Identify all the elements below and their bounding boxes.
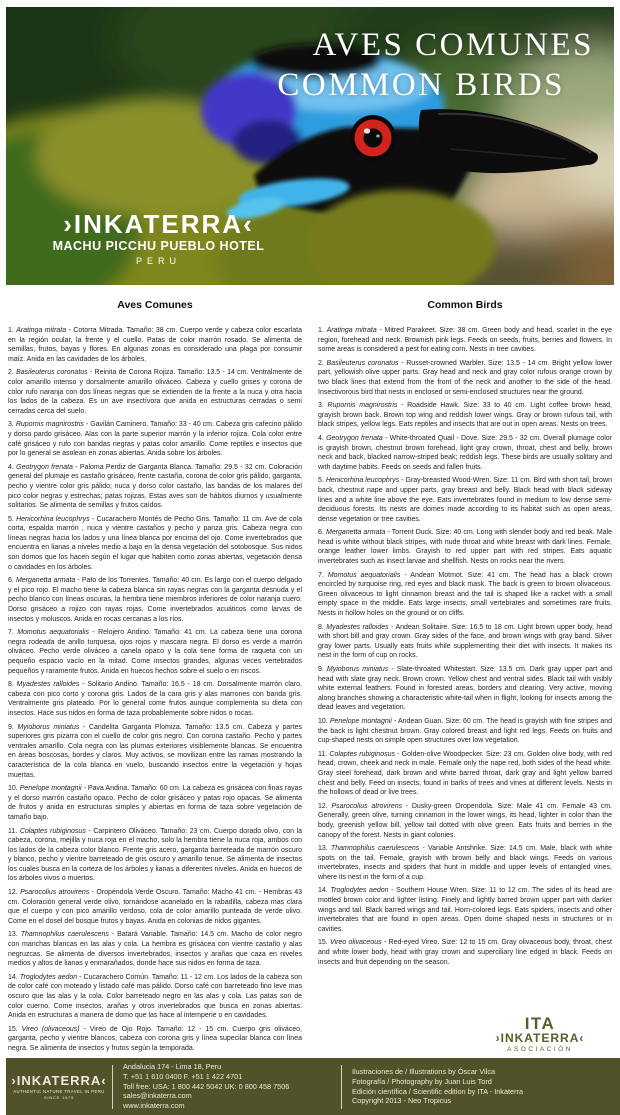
bird-number: 4.: [318, 434, 324, 442]
bird-number: 10.: [8, 785, 18, 793]
bird-number: 14.: [318, 887, 328, 895]
bird-number: 8.: [318, 623, 324, 631]
bird-description: - Mitred Parakeet. Size: 38 cm. Green body and head, scarlet in the eye region, forehead and neck. Brownish pink legs. Feeds on seeds, fruits, berries and flowers. In some areas is considered a pest for eating corn. Nests in tree cavities.: [318, 327, 612, 354]
page-title: [277, 25, 594, 105]
inkaterra-logo: [26, 210, 291, 266]
bird-scientific-name: Geotrygon frenata: [16, 463, 73, 471]
bird-description: - Solitario Andino. Tamaño: 16.5 - 18 cm. Dorsalmente marrón claro, cabeza con pico corto y corona gris. Lados de la cara gris y alas marrones con banda gris. Ventralmente gris plateado. Por lo general come frutos aunque complementa su dieta con insectos. Hace sus nidos en forma de taza probablemente sobre nidos o rocas.: [8, 681, 302, 717]
title-english: COMMON BIRDS: [277, 67, 565, 103]
bird-item: [318, 623, 612, 661]
bird-number: 15.: [8, 1025, 18, 1033]
credit-illustrations: Ilustraciones de / Illustrations by Óscar Vilca: [352, 1067, 496, 1077]
bird-item: [8, 680, 302, 718]
bird-number: 13.: [8, 931, 18, 939]
bird-number: 9.: [8, 723, 14, 731]
footer-website-link[interactable]: www.inkaterra.com: [123, 1101, 185, 1111]
bird-item: [318, 938, 612, 967]
bird-scientific-name: Aratinga mitrata: [326, 327, 377, 334]
ita-acronym: ITA: [524, 1014, 556, 1033]
footer-contact: [113, 1062, 341, 1111]
bird-item: [318, 359, 612, 397]
bird-description: - Relojero Andino. Tamaño: 41 cm. La cabeza tiene una corona negra rodeada de anillo turquesa, ojos rojos y mascara negra. El dorso es verde a marrón oliváceo. Pecho verde oliváceo a canela opaco y la cola tiene forma de raqueta con un pequeño espacio vacío en la mitad. Come insectos grandes, algunas veces vertebrados pequeños y raramente frutos. Anida en huecos hechos sobre el suelo o en riscos.: [8, 629, 302, 675]
bird-number: 6.: [318, 529, 324, 537]
spanish-bird-list: [8, 326, 302, 1054]
credit-photography: Fotografía / Photography by Juan Luis Tord: [352, 1076, 492, 1086]
footer-email-link[interactable]: sales@inkaterra.com: [123, 1091, 192, 1101]
footer-tagline: AUTHENTIC NATURE TRAVEL IN PERU: [13, 1088, 105, 1094]
bird-description: - Gavilán Caminero. Tamaño: 33 - 40 cm. Cabeza gris cafecino pálido y dorso pardo grisáceo. Alas con la parte superior marrón y la inferior rojiza. Cola color entre café grisáceo y rufo con bandas negras y patas color amarillo. Come reptiles e insectos que por lo general se asolean en zonas abiertas. Anida sobre los árboles.: [8, 421, 303, 458]
spanish-column: [8, 299, 302, 1058]
bird-number: 1.: [8, 327, 14, 334]
bird-item: [8, 973, 302, 1021]
bird-description: - Dusky-green Oropendola. Size: Male 41 cm. Female 43 cm. Generally, green olive, turning cinnamon in the lower wings, its head, lighter in color than the body, greenish yellow bill, yellow tail dotted with olive green. Eats fruits and berries in the canopy of the forest. Nests in giant colonies.: [318, 802, 612, 839]
bird-description: - Reinita de Corona Rojiza. Tamaño: 13.5 - 14 cm. Ventralmente de color amarillo intenso y dorsalmente amarillo oliváceo. Cabeza y cuello grises y corona de color rufo naranja con dos líneas negras que se extienden de la frente a la nuca y otra hacia los lados de la cabeza. Es un ave insectívora que anida en estructuras cerradas o semi cerradas cerca del suelo.: [8, 369, 302, 415]
bird-item: [8, 515, 302, 573]
bird-item: [318, 717, 612, 746]
bird-number: 3.: [318, 402, 324, 410]
spanish-heading: Aves Comunes: [117, 299, 193, 311]
bird-number: 14.: [8, 973, 18, 981]
english-bird-list: [318, 326, 612, 967]
bird-scientific-name: Thamnophilus caerulescens: [20, 931, 109, 939]
bird-description: - Pato de los Torrentes. Tamaño: 40 cm. Es largo con el cuerpo delgado y el pico rojo. El macho tiene la cabeza blanca sin rayas negras con la garganta desnuda y el pecho blanco con líneas oscuras, la hembra tiene miembros inferiores de color naranja cuero. Dorso grisáceo a rojizo con rayas rojas. Come invertebrados acuáticos como larvas de insectos y moluscos. Anida en rocas cercanas a los ríos.: [8, 577, 302, 623]
hotel-name: MACHU PICCHU PUEBLO HOTEL: [52, 239, 265, 253]
bird-description: - Cucarachero Común. Tamaño: 11 - 12 cm. Los lados de la cabeza son de color café con moteado y listado café mas pálido. Dorso café con barreteado fino leve mas oscuro que las alas y la cola. Color barreteado negro en las alas y cola. Las patas son de color cuerno. Come insectos, arañas y otros invertebrados que busca en zonas abiertas. Anida en estructuras a manera de domo que las hace al intemperie o en cavidades.: [8, 973, 303, 1020]
bird-description: - Slate-throated Whitestart. Size: 13.5 cm. Dark gray upper part and head with slate gray neck. Brown crown. Yellow chest and ventral sides. Black tail with visibly white external feathers. Found in forested areas, borders and clearing. Very active, moving along branches showing a characteristic white-tail when in flight, looking for insects among the dead leaves and vegetation.: [318, 666, 612, 712]
bird-item: [8, 827, 302, 885]
footer-credits: [342, 1067, 620, 1106]
bird-number: 5.: [318, 477, 324, 485]
bird-number: 12.: [8, 889, 18, 897]
bird-description: - Andean Solitaire. Size: 16.5 to 18 cm. Light brown upper body, head with short bill and gray crown. Gray sides of the face, and brown wings with gray band. Silver gray lower parts. Usually eats fruits while supplementing their diet with insects. It makes its nest in the form of cup on rocks.: [318, 623, 612, 660]
bird-description: - Torrent Duck. Size: 40 cm. Long with slender body and red beak. Male head is white without black stripes, with nude throat and white breast with dark lines. Female, orange leather lower limbs. Grayish to red upper part with red stripes. Eats aquatic invertebrates such as insect larvae and shellfish. Nests on rocks near the rivers.: [318, 529, 612, 566]
bird-number: 4.: [8, 463, 14, 471]
bird-item: [8, 723, 302, 781]
bird-scientific-name: Myioborus miniatus: [17, 723, 80, 731]
footer-inkaterra-logo: [6, 1074, 112, 1100]
bird-number: 2.: [318, 359, 324, 367]
english-column: [318, 299, 612, 1058]
english-heading: Common Birds: [427, 299, 503, 311]
bird-descriptions: [8, 299, 612, 1058]
bird-number: 2.: [8, 369, 14, 377]
title-spanish: AVES COMUNES: [312, 27, 594, 63]
bird-scientific-name: Troglodytes aedon: [19, 973, 78, 981]
bird-description: - Pava Andina. Tamaño: 60 cm. La cabeza es grisácea con finas rayas y el dorso marrón castaño opaco. Pecho de color grisáceo y patas rojo opacas. Se alimenta de frutos y anida en estructuras simples y abiertas en forma de taza sobre vegetación de tamaño bajo.: [8, 785, 302, 821]
bird-description: - White-throated Quail - Dove. Size: 29.5 - 32 cm. Overall plumage color is grayish brown, chestnut brown forehead, light gray crown, throat, chest and belly, brown neck and back, blacked narrow-striped beak; reddish legs. These birds are usually solitary and with daytime habits. Feeds on seeds and fallen fruits.: [318, 434, 612, 471]
bird-scientific-name: Vireo (olivaceous): [21, 1025, 80, 1033]
bird-number: 10.: [318, 717, 328, 725]
bird-item: [8, 784, 302, 822]
bird-item: [8, 888, 302, 926]
credit-copyright: Copyright 2013 - Neo Tropicus: [352, 1096, 451, 1106]
bird-number: 1.: [318, 327, 324, 334]
bird-scientific-name: Penelope montagnii: [329, 717, 392, 725]
bird-scientific-name: Merganetta armata: [15, 577, 76, 585]
bird-item: [8, 1025, 302, 1054]
bird-item: [318, 750, 612, 798]
bird-description: - Paloma Perdiz de Garganta Blanca. Tamaño: 29.5 - 32 cm. Coloración general del plumaje es castaño grisáceo, frente castaña, corona de color gris pálido, garganta, pecho y vientre color gris pálido; nuca y dorso color castaño, las bandas de los malares del pico color negras y estrechas; patas rojizas. Estas aves son de hábitos diurnos y usualmente solitarios. Se alimenta de semillas y frutos caídos.: [8, 463, 302, 510]
bird-scientific-name: Colaptes rubiginosus: [329, 750, 395, 758]
bird-description: - Red-eyed Vireo. Size: 12 to 15 cm. Gray olivaceous body, throat, chest and white lower body, head with gray crown and superciliary line edged in black. Feeds on insects and fruit depending on the season.: [318, 939, 612, 966]
bird-scientific-name: Myadestes ralloides: [326, 623, 389, 631]
bird-description: - Variable Antshrike. Size: 14.5 cm. Male, black with white spots on the tail. Female, grayish with brown belly and black wings. Feeds on various invertebrates, insects and spiders that hunt in middle and upper levels of entangled vines, where its nest in the form of a cup.: [318, 845, 612, 881]
bird-scientific-name: Momotus aequatorialis: [17, 629, 90, 637]
bird-item: [318, 401, 612, 430]
bird-scientific-name: Psarocolius atrovirens: [20, 889, 90, 897]
bird-number: 11.: [318, 750, 328, 758]
country-label: PERU: [135, 256, 181, 266]
bird-description: - Russet-crowned Warbler. Size: 13.5 - 14 cm. Bright yellow lower part, yellowish olive upper parts. Gray head and neck and gray color rufous orange crown by two black lines that extend from the front of the neck and another to the side of the head. Insectivorous bird that nests in enclosed or semi-enclosed structures near the ground.: [318, 359, 612, 396]
bird-scientific-name: Geotrygon frenata: [326, 434, 383, 442]
bird-number: 7.: [8, 629, 14, 637]
bird-scientific-name: Thamnophilus caerulescens: [330, 845, 420, 853]
bird-description: - Batará Variable. Tamaño: 14.5 cm. Macho de color negro con manchas blancas en las alas y cola. La hembra es grisácea con vientre castaño y alas negruzcas. Se alimenta de diversos invertebrados, insectos y arañas que caza en niveles medios y altos de lianas y enmarañados, donde hace sus nidos en forma de taza.: [8, 931, 302, 968]
bird-number: 15.: [318, 939, 328, 947]
bird-description: - Oropéndola Verde Oscuro. Tamaño: Macho 41 cm. - Hembras 43 cm. Coloración general verde olivo, tornándose acanelado en la rabadilla, cabeza mas clara que el cuerpo y con pico amarillo verdoso, cola de color amarillo punteada de verde olivo. Come en el dosel del bosque frutos y bayas. Anida en colonias de nidos gigantes.: [8, 889, 302, 925]
bird-description: - Carpintero Oliváceo. Tamaño: 23 cm. Cuerpo dorado olivo, con la cabeza, corona, mejilla y nuca roja en el macho, solo la hembra tiene la nuca roja, ambos con los lados de la cabeza color blanco. Frente gris acero, garganta barreteada de marrón oscuro y blanco, pecho y vientre barreteado de gris oscuro y amarillo tenue. Se alimenta de insectos los cuales busca en la corteza de los árboles y lianas a diferentes niveles. Anida en huecos de los árboles vivos o muertos.: [8, 827, 303, 883]
bird-item: [8, 628, 302, 676]
bird-item: [8, 576, 302, 624]
credit-edition: Edición científica / Scientific edition by ITA - Inkaterra: [352, 1086, 524, 1096]
ita-association-label: ASOCIACIÓN: [507, 1046, 573, 1053]
bird-item: [318, 326, 612, 355]
bird-number: 13.: [318, 845, 328, 853]
bird-number: 9.: [318, 666, 324, 673]
bird-item: [8, 326, 302, 364]
bird-scientific-name: Rupornis magnirostris: [327, 402, 398, 410]
footer-tollfree: Toll free: USA: 1 800 442 5042 UK: 0 800 458 7506: [123, 1081, 290, 1091]
ita-wordmark: ›INKATERRA‹: [495, 1031, 585, 1045]
footer-wordmark: ›INKATERRA‹: [11, 1072, 107, 1088]
bird-item: [318, 886, 612, 934]
bird-description: - Cotorra Mitrada. Tamaño: 38 cm. Cuerpo verde y cabeza color escarlata en la región ocular, la frente y el cuello. Patas de color marrón rosado. Se alimenta de semillas, frutos, bayas y flores. En algunas zonas es considerado una plaga por consumir maíz. Anida en las cavidades de los árboles.: [8, 327, 302, 363]
footer-address: Andalucia 174 - Lima 18, Peru: [123, 1062, 222, 1072]
bird-description: - Candelita Garganta Plomiza. Tamaño: 13.5 cm. Cabeza y partes superiores gris pizarra con el cuello de color gris negro. Con corona castaño. Pecho y partes ventrales amarillo. Cola negra con las plumas exteriores visiblemente blancas. Se encuentra en áreas boscosas, bordes y claros. Muy activos, se movilizan entre las ramas mostrando la característica de la cola blanca en vuelo, buscando insectos entre la vegetación y hojas muertas.: [8, 723, 302, 779]
bird-number: 5.: [8, 515, 14, 523]
bird-scientific-name: Henicorhina leucophrys: [325, 477, 400, 485]
bird-item: [8, 930, 302, 968]
bird-number: 8.: [8, 681, 14, 689]
bird-scientific-name: Rupornis magnirostris: [15, 421, 84, 429]
footer-phones: T. +51 1 610 0400 F. +51 1 422 4701: [123, 1071, 243, 1081]
bird-item: [318, 844, 612, 882]
bird-scientific-name: Vireo olivaceous: [330, 939, 382, 947]
bird-scientific-name: Colaptes rubiginosus: [19, 827, 86, 835]
bird-description: - Cucarachero Montés de Pecho Gris. Tamaño: 11 cm. Ave de cola corta, espalda marrón , nuca y vientre castaños y pecho y panza gris. Cabeza negra con líneas negras hacia los lados y una línea blanca por encima del ojo. Come invertebrados que encuentra en lianas a niveles medio a bajo en la densa vegetación del sotobosque. Sus nidos son domos que los hacen según el lugar que habiten como zonas abiertas, vegetación densa o cavidades en los árboles.: [8, 515, 302, 571]
bird-item: [318, 476, 612, 524]
bird-item: [318, 571, 612, 619]
bird-number: 12.: [318, 802, 328, 810]
bird-number: 3.: [8, 421, 14, 429]
bird-scientific-name: Basileuterus coronatus: [16, 369, 88, 377]
bird-item: [318, 528, 612, 566]
bird-item: [8, 368, 302, 416]
bird-description: - Southern House Wren. Size: 11 to 12 cm. The sides of its head are mottled brown color and lighter listing. Finely and lightly barred brown upper part with darker wings and tail. Black barred wings and tail. Horn-colored legs. Eats spiders, insects and other invertebrates that are found in open areas. Open dome shaped nests in structures or in cavities.: [318, 887, 613, 933]
bird-scientific-name: Troglodytes aedon: [330, 887, 389, 895]
bird-description: - Vireo de Ojo Rojo. Tamaño: 12 - 15 cm. Cuerpo gris oliváceo, garganta, pecho y vientre blancos, cabeza con corona gris y línea supecilar blanca con línea negra. Se alimenta de insectos y frutos según la temporada.: [8, 1025, 302, 1052]
bird-description: - Andean Motmot. Size: 41 cm. The head has a black crown encircled by turquoise ring, red eyes and black mask. The back is green to brown olivaceous. Green olivaceous to light cinnamon breast and the tail is shaped like a racket with a small empty space in the middle. Eats large insects, small vertebrates and sometimes rare fruits. Nests in hollow holes on the ground or on cliffs.: [318, 571, 612, 618]
bird-description: - Gray-breasted Wood-Wren. Size: 11 cm. Bird with short tail, brown back, chestnut nape and upper parts, gray breast and belly. Black head with black sideway lines and a white line above the eye. Eats invertebrates found in medium to low dense semi-deciduous forests. Its nests are domes made according to its habitat such as open areas, dense vegetation or tree cavities.: [318, 477, 612, 523]
bird-scientific-name: Basileuterus coronatus: [326, 359, 399, 367]
bird-item: [8, 463, 302, 511]
bird-scientific-name: Myioborus miniatus: [326, 666, 389, 673]
footer-since: SINCE 1975: [43, 1094, 75, 1100]
bird-number: 6.: [8, 577, 14, 585]
bird-description: - Andean Guan. Size: 60 cm. The head is grayish with fine stripes and the back is light chestnut brown. Gray colored breast and light red legs. Feeds on fruits and cup-shaped nests on simple open structures over low vegetation.: [318, 717, 612, 745]
bird-description: - Golden-olive Woodpecker. Size: 23 cm. Golden olive body, with red head, crown, cheek and neck in male. Female only the nape red, both sides of the head white. Gray steel forehead, dark brown and white barred throat, dark gray and light yellow barred chest and belly. Feed on insects, found in barks of trees and vines at different levels. Nests in the hollows of dead or live trees.: [318, 750, 612, 797]
bird-item: [318, 665, 612, 713]
ita-association-logo: [480, 1015, 600, 1053]
bird-item: [318, 802, 612, 840]
footer-bar: [6, 1058, 620, 1115]
bird-scientific-name: Myadestes ralloides: [16, 681, 80, 689]
bird-scientific-name: Penelope montagnii: [19, 785, 82, 793]
bird-scientific-name: Merganetta armata: [325, 529, 386, 537]
bird-number: 11.: [8, 827, 18, 835]
inkaterra-wordmark: ›INKATERRA‹: [63, 209, 254, 239]
bird-scientific-name: Momotus aequatorialis: [327, 571, 401, 579]
bird-scientific-name: Henicorhina leucophrys: [16, 515, 90, 523]
bird-number: 7.: [318, 571, 324, 579]
header-photo: [6, 7, 614, 285]
bird-item: [8, 420, 302, 458]
bird-item: [318, 434, 612, 472]
bird-scientific-name: Psarocolius atrovirens: [331, 802, 403, 810]
bird-scientific-name: Aratinga mitrata: [16, 327, 67, 334]
bird-description: - Roadside Hawk. Size: 33 to 40 cm. Light coffee brown head, grayish brown back. Brown top wing and reddish lower wings. Gray or brown rufous tail, with black stripes, yellow legs. Eats reptiles and insects that are out in open areas. Nests on trees.: [318, 402, 612, 429]
